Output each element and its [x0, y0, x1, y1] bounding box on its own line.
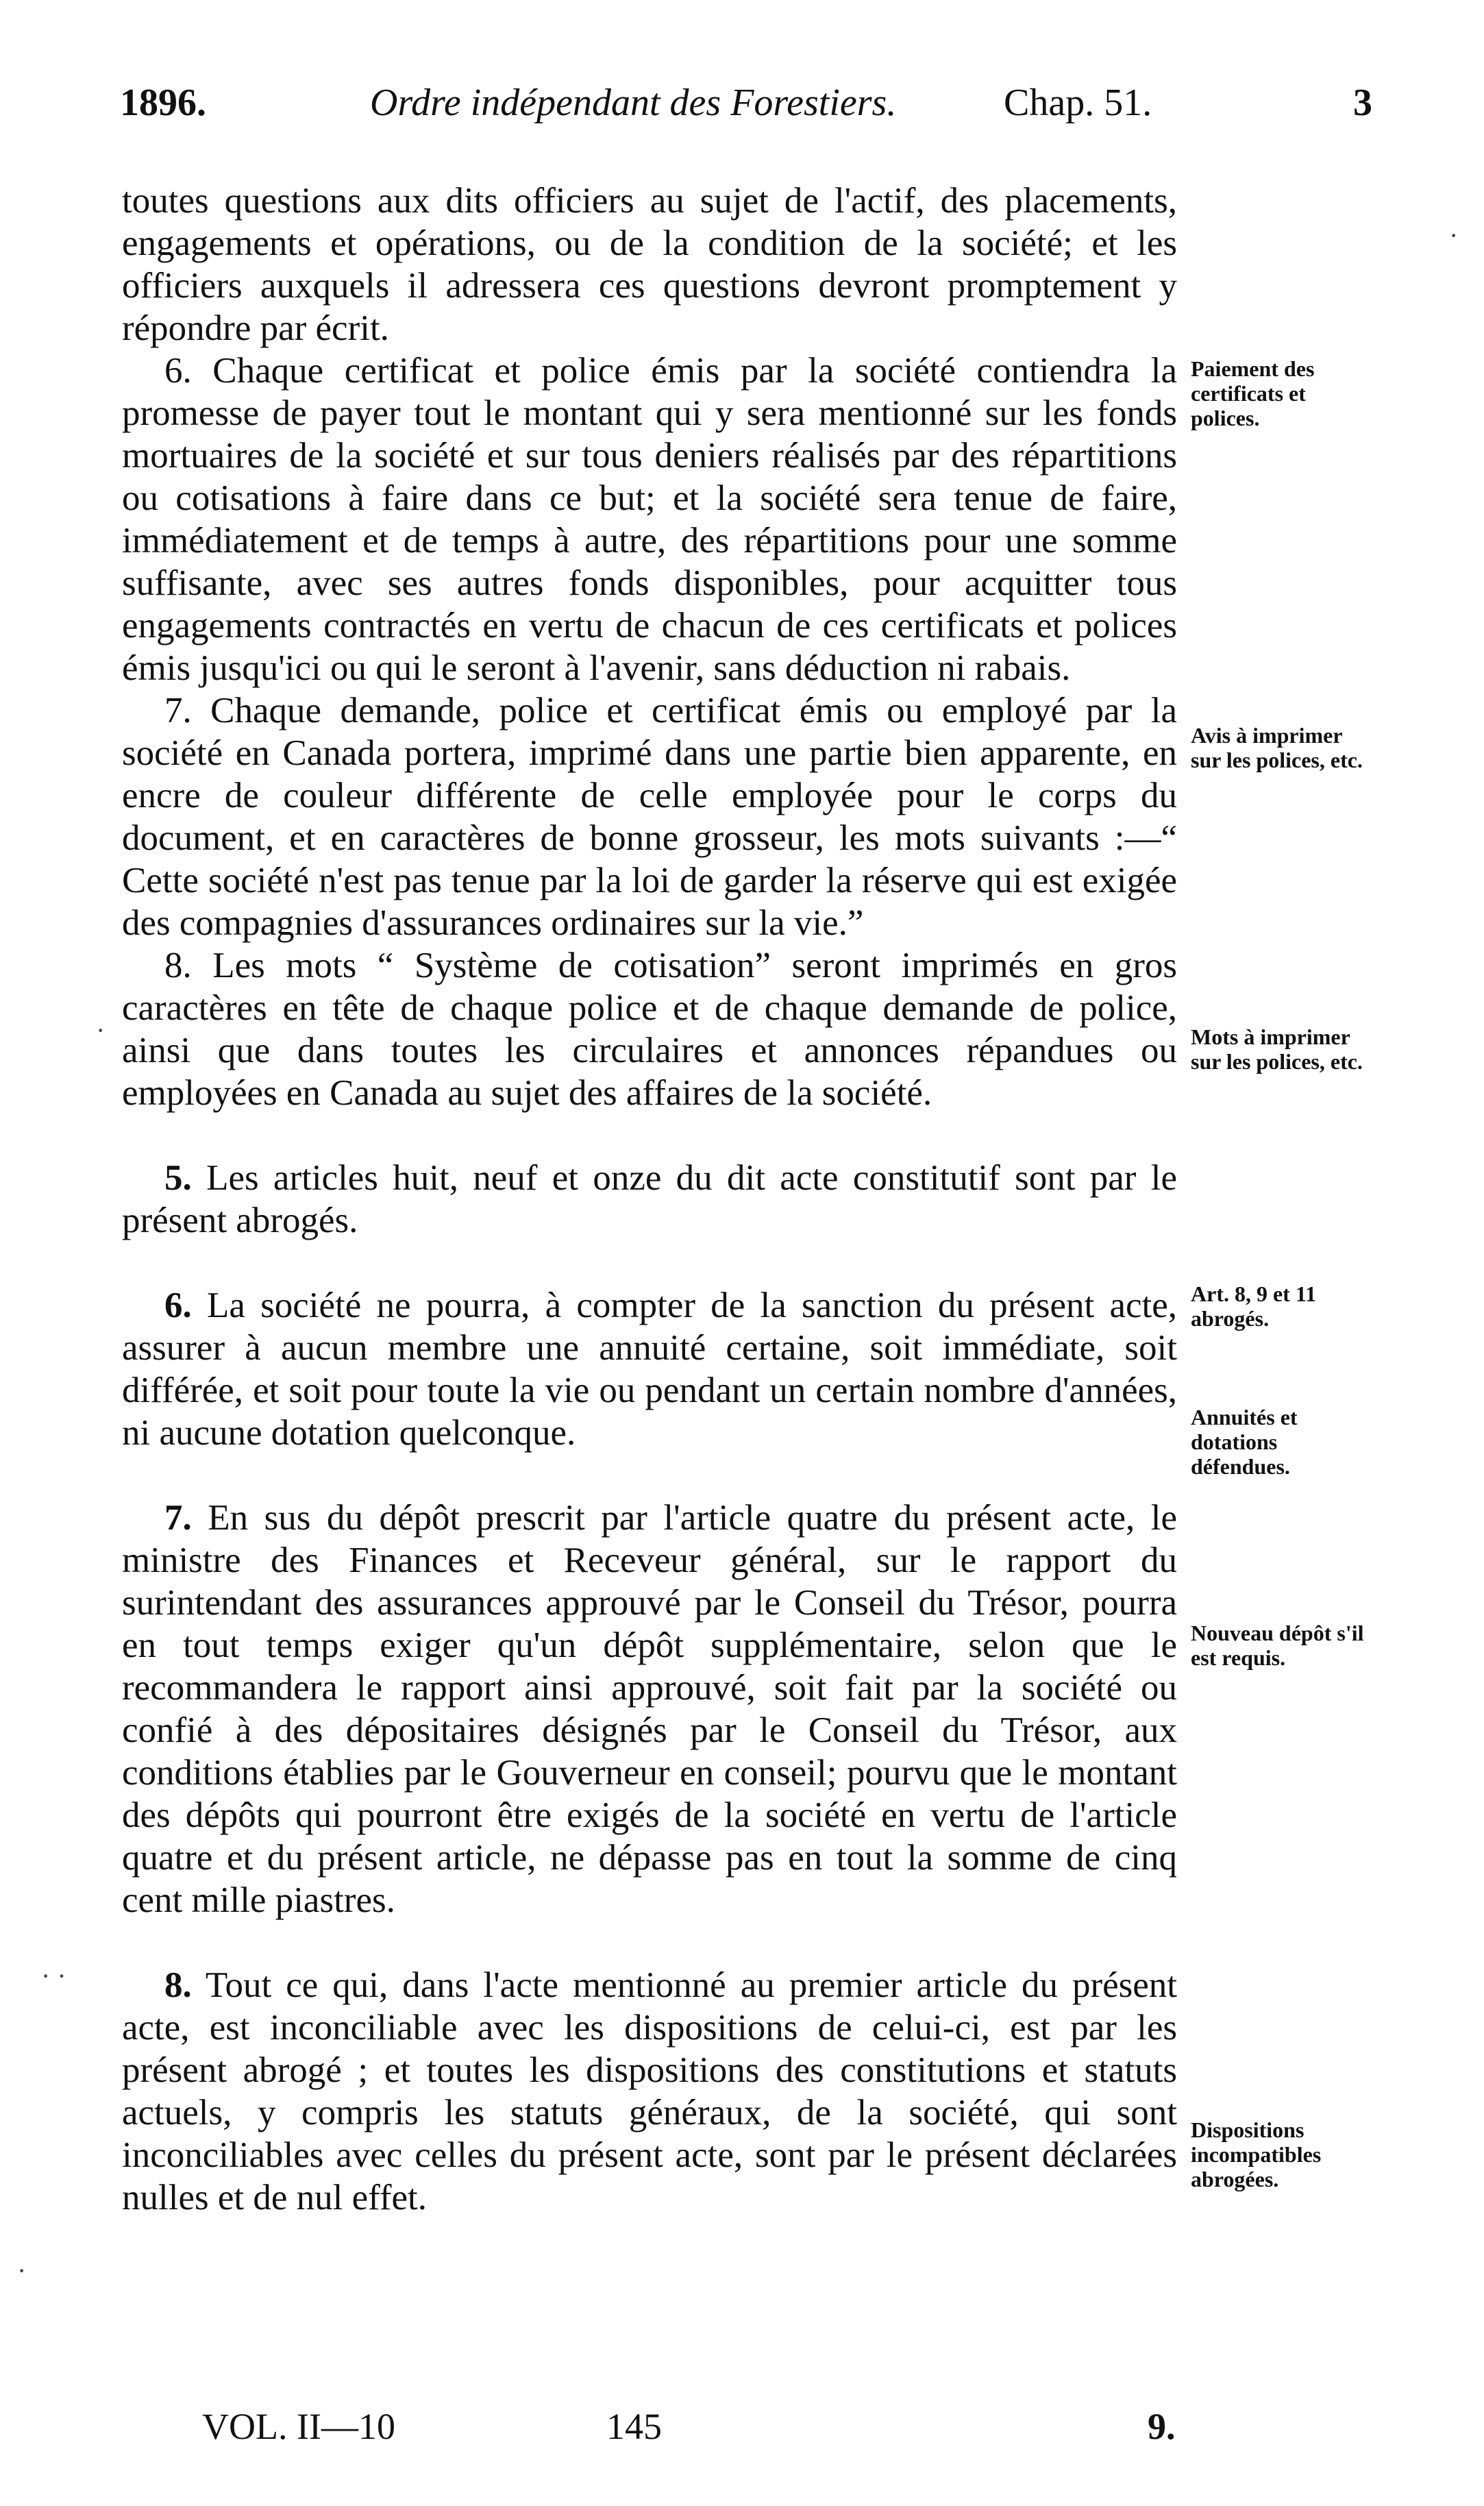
section-number: 8. [164, 1965, 192, 2005]
margin-note-dispositions: Dispositions incompatibles abrogées. [1191, 2117, 1322, 2191]
section-number: 6. [164, 1286, 192, 1325]
margin-note-mots: Mots à imprimer sur les polices, etc. [1191, 1024, 1363, 1074]
header-page-number: 3 [1353, 82, 1372, 124]
header-year: 1896. [120, 82, 206, 124]
paragraph-8: 8. Les mots “ Système de cotisation” seront imprimés en gros caractères en tête de chaque police et de chaque demande de police, ainsi que dans toutes les circulaires et annonces répandues ou employées en Canada au sujet des affaires de la société. [122, 946, 1177, 1113]
footer-signature-mark: 9. [1148, 2406, 1176, 2447]
section-text: Les articles huit, neuf et onze du dit acte constitutif sont par le présent abrogés. [122, 1158, 1178, 1240]
section-text: La société ne pourra, à compter de la sanction du présent acte, assurer à aucun membre une annuité certaine, soit immédiate, soit différée, et soit pour toute la vie ou pendant un certain nombre d'années, ni aucune dotation quelconque. [122, 1286, 1177, 1453]
stray-mark: · [17, 2255, 27, 2286]
margin-note-nouveau-depot: Nouveau dépôt s'il est requis. [1191, 1621, 1364, 1670]
margin-note-avis: Avis à imprimer sur les polices, etc. [1191, 723, 1363, 772]
running-header [120, 81, 1370, 136]
section-5 [122, 1157, 1177, 1242]
header-title: Ordre indépendant des Forestiers. [370, 82, 897, 124]
page-footer [202, 2405, 1196, 2453]
header-chapter: Chap. 51. [1004, 82, 1152, 124]
section-8 [122, 1964, 1177, 2219]
footer-volume: VOL. II—10 [202, 2406, 395, 2447]
stray-mark: · [1449, 220, 1459, 251]
paragraph-7: 7. Chaque demande, police et certificat émis ou employé par la société en Canada portera, imprimé dans une partie bien apparente, en encre de couleur différente de celle employée pour le corps du document, et en caractères de bonne grosseur, les mots suivants :—“ Cette société n'est pas tenue par la loi de garder la réserve qui est exigée des compagnies d'assurances ordinaires sur la vie.” [122, 691, 1177, 943]
section-number: 7. [164, 1498, 192, 1538]
section-number: 5. [164, 1158, 192, 1198]
footer-page-number: 145 [606, 2406, 662, 2447]
margin-note-annuites: Annuités et dotations défendues. [1191, 1405, 1298, 1479]
paragraph-6: 6. Chaque certificat et police émis par la société contiendra la promesse de payer tout le montant qui y sera mentionné sur les fonds mortuaires de la société et sur tous deniers réalisés par des répartitions ou cotisations à faire dans ce but; et la société sera tenue de faire, immédiatement et de temps à autre, des répartitions pour une somme suffisante, avec ses autres fonds disponibles, pour acquitter tous engagements contractés en vertu de chacun de ces certificats et polices émis jusqu'ici ou qui le seront à l'avenir, sans déduction ni rabais. [122, 351, 1177, 688]
stray-mark: · · [41, 1961, 66, 1991]
stray-mark: · [96, 1015, 106, 1046]
margin-note-paiement: Paiement des certificats et polices. [1191, 356, 1315, 430]
section-text: Tout ce qui, dans l'acte mentionné au premier article du présent acte, est inconciliable avec les dispositions de celui-ci, est par les présent abrogé ; et toutes les dispositions des constitutions et statuts actuels, y compris les statuts généraux, de la société, qui sont inconciliables avec celles du présent acte, sont par le présent déclarées nulles et de nul effet. [122, 1965, 1178, 2218]
margin-note-articles-abroges: Art. 8, 9 et 11 abrogés. [1191, 1281, 1317, 1331]
section-7 [122, 1497, 1177, 1921]
section-6 [122, 1284, 1177, 1454]
paragraph-continuation: toutes questions aux dits officiers au sujet de l'actif, des placements, engagements et opérations, ou de la condition de la société; et les officiers auxquels il adressera ces questions devront promptement y répondre par écrit. [122, 181, 1177, 348]
body-text [122, 180, 1177, 2219]
section-text: En sus du dépôt prescrit par l'article quatre du présent acte, le ministre des Finances et Receveur général, sur le rapport du surintendant des assurances approuvé par le Conseil du Trésor, pourra en tout temps exiger qu'un dépôt supplémentaire, selon que le recommandera le rapport ainsi approuvé, soit fait par la société ou confié à des dépositaires désignés par le Conseil du Trésor, aux conditions établies par le Gouverneur en conseil; pourvu que le montant des dépôts qui pourront être exigés de la société en vertu de l'article quatre et du présent article, ne dépasse pas en tout la somme de cinq cent mille piastres. [122, 1498, 1177, 1920]
